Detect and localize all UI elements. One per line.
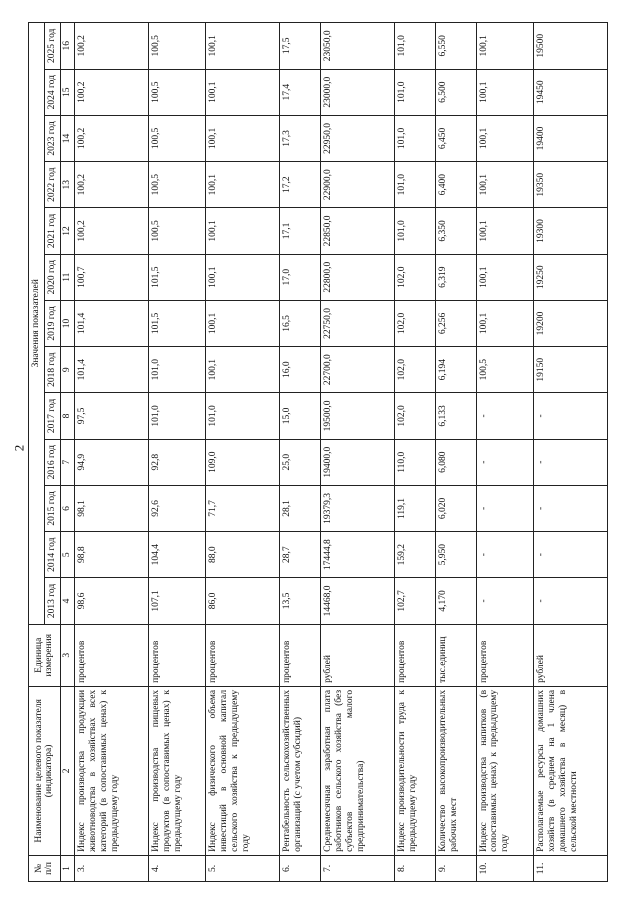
indicator-value: 17,2: [280, 162, 321, 208]
indicator-unit: тыс.единиц: [435, 624, 476, 686]
indicator-value: 100,1: [476, 254, 533, 300]
indicator-value: 101,4: [74, 300, 148, 346]
indicator-name: Количество высокопроизводительных рабочих мест: [435, 686, 476, 855]
indicator-value: 100,1: [206, 162, 280, 208]
indicator-name: Индекс физического объема инвестиций в основной капитал сельского хозяйства к предыдущему году: [206, 686, 280, 855]
indicator-value: 22950,0: [320, 115, 394, 161]
indicator-value: 100,2: [74, 69, 148, 115]
column-number: 1: [60, 855, 74, 881]
indicator-name: Индекс производства напитков (в сопоставимых ценах) к предыдущему году: [476, 686, 533, 855]
indicator-unit: рублей: [533, 624, 607, 686]
indicator-value: 17,3: [280, 115, 321, 161]
indicator-value: 16,5: [280, 300, 321, 346]
header-values-group: Значения показателей: [29, 23, 45, 625]
header-year: 2022 год: [44, 162, 60, 208]
header-year: 2013 год: [44, 578, 60, 624]
table-row: [435, 23, 476, 882]
indicator-value: 71,7: [206, 485, 280, 531]
indicator-value: 19400: [533, 115, 607, 161]
header-year: 2020 год: [44, 254, 60, 300]
indicator-value: 101,0: [394, 115, 435, 161]
header-year: 2019 год: [44, 300, 60, 346]
indicator-value: 23050,0: [320, 23, 394, 70]
indicator-value: 100,2: [74, 162, 148, 208]
indicator-name: Индекс производительности труда к предыдущему году: [394, 686, 435, 855]
indicator-value: 19500: [533, 23, 607, 70]
indicator-value: 100,5: [148, 115, 205, 161]
indicator-value: 6,450: [435, 115, 476, 161]
indicator-value: 100,1: [476, 208, 533, 254]
column-number: 10: [60, 300, 74, 346]
indicator-value: 100,1: [476, 300, 533, 346]
indicator-value: 23000,0: [320, 69, 394, 115]
indicator-value: 100,1: [206, 300, 280, 346]
indicator-value: 100,5: [148, 69, 205, 115]
indicator-value: 100,5: [476, 347, 533, 393]
indicator-value: 100,1: [206, 23, 280, 70]
indicator-value: 17,5: [280, 23, 321, 70]
indicator-value: 100,5: [148, 208, 205, 254]
row-number: 6.: [280, 855, 321, 881]
indicator-value: -: [476, 578, 533, 624]
indicator-value: 100,5: [148, 162, 205, 208]
indicator-value: 6,319: [435, 254, 476, 300]
indicator-value: 4,170: [435, 578, 476, 624]
indicator-value: -: [476, 393, 533, 439]
indicator-value: 101,4: [74, 347, 148, 393]
indicator-value: 100,1: [206, 208, 280, 254]
indicator-value: 101,0: [394, 162, 435, 208]
header-year: 2014 год: [44, 532, 60, 578]
column-number: 16: [60, 23, 74, 70]
indicator-value: 97,5: [74, 393, 148, 439]
indicator-value: 100,5: [148, 23, 205, 70]
indicator-value: -: [533, 578, 607, 624]
column-number: 6: [60, 485, 74, 531]
header-year: 2024 год: [44, 69, 60, 115]
indicator-value: 102,0: [394, 254, 435, 300]
indicator-value: 94,9: [74, 439, 148, 485]
indicator-value: 98,8: [74, 532, 148, 578]
indicator-unit: процентов: [206, 624, 280, 686]
row-number: 5.: [206, 855, 280, 881]
indicator-value: 6,020: [435, 485, 476, 531]
indicator-value: 88,0: [206, 532, 280, 578]
indicator-value: 102,0: [394, 300, 435, 346]
indicator-value: 28,7: [280, 532, 321, 578]
page-number: 2: [11, 444, 27, 452]
indicator-unit: процентов: [280, 624, 321, 686]
indicator-value: 109,0: [206, 439, 280, 485]
indicator-value: 98,1: [74, 485, 148, 531]
indicator-value: 6,256: [435, 300, 476, 346]
indicator-value: 17,4: [280, 69, 321, 115]
indicator-unit: процентов: [394, 624, 435, 686]
indicator-value: 98,6: [74, 578, 148, 624]
column-number: 2: [60, 686, 74, 855]
indicator-value: -: [533, 532, 607, 578]
table-row: [74, 23, 148, 882]
header-unit: Единица измерения: [29, 624, 61, 686]
indicator-unit: процентов: [74, 624, 148, 686]
indicator-value: -: [533, 393, 607, 439]
indicator-value: 13,5: [280, 578, 321, 624]
column-number: 3: [60, 624, 74, 686]
indicator-value: 102,0: [394, 347, 435, 393]
indicator-value: -: [533, 485, 607, 531]
indicator-unit: процентов: [476, 624, 533, 686]
column-number: 8: [60, 393, 74, 439]
indicator-value: 101,5: [148, 300, 205, 346]
indicator-value: 107,1: [148, 578, 205, 624]
table-row: [280, 23, 321, 882]
indicator-value: 15,0: [280, 393, 321, 439]
indicator-name: Индекс производства пищевых продуктов (в сопоставимых ценах) к предыдущему году: [148, 686, 205, 855]
table-row: [533, 23, 607, 882]
table-row: [148, 23, 205, 882]
indicator-value: 100,1: [206, 254, 280, 300]
indicator-value: 19350: [533, 162, 607, 208]
row-number: 3.: [74, 855, 148, 881]
indicator-value: 19200: [533, 300, 607, 346]
indicator-value: -: [476, 485, 533, 531]
header-year: 2016 год: [44, 439, 60, 485]
indicator-value: 22800,0: [320, 254, 394, 300]
indicator-name: Располагаемые ресурсы домашних хозяйств (в среднем на 1 члена домашнего хозяйства в месяц) в сельской местности: [533, 686, 607, 855]
indicator-value: 16,0: [280, 347, 321, 393]
indicator-name: Рентабельность сельскохозяйственных организаций (с учетом субсидий): [280, 686, 321, 855]
indicator-value: 101,0: [394, 23, 435, 70]
header-year: 2018 год: [44, 347, 60, 393]
header-name: Наименование целевого показателя (индикатора): [29, 686, 61, 855]
indicator-value: 110,0: [394, 439, 435, 485]
indicator-value: 25,0: [280, 439, 321, 485]
indicator-value: 17,1: [280, 208, 321, 254]
indicator-value: 100,1: [476, 162, 533, 208]
indicator-value: 102,0: [394, 393, 435, 439]
indicator-value: -: [476, 532, 533, 578]
indicator-value: 6,133: [435, 393, 476, 439]
table-row: [320, 23, 394, 882]
table-row: [476, 23, 533, 882]
indicator-value: 101,0: [206, 393, 280, 439]
indicator-value: 100,1: [206, 69, 280, 115]
indicator-value: 100,1: [206, 115, 280, 161]
header-year: 2015 год: [44, 485, 60, 531]
indicator-value: -: [533, 439, 607, 485]
row-number: 10.: [476, 855, 533, 881]
indicator-value: 17444,8: [320, 532, 394, 578]
indicator-unit: процентов: [148, 624, 205, 686]
column-number: 13: [60, 162, 74, 208]
indicator-value: 22750,0: [320, 300, 394, 346]
header-year: 2023 год: [44, 115, 60, 161]
document-page: [28, 22, 608, 882]
indicator-value: 6,400: [435, 162, 476, 208]
column-number: 11: [60, 254, 74, 300]
indicator-value: 22900,0: [320, 162, 394, 208]
indicator-value: 6,550: [435, 23, 476, 70]
indicator-value: 19400,0: [320, 439, 394, 485]
indicator-value: 100,1: [206, 347, 280, 393]
indicator-value: 104,4: [148, 532, 205, 578]
column-number: 4: [60, 578, 74, 624]
indicator-value: 92,6: [148, 485, 205, 531]
indicator-value: -: [476, 439, 533, 485]
table-row: [394, 23, 435, 882]
indicator-value: 19379,3: [320, 485, 394, 531]
indicator-value: 100,2: [74, 208, 148, 254]
indicator-value: 100,1: [476, 115, 533, 161]
indicator-value: 119,1: [394, 485, 435, 531]
table-row: [206, 23, 280, 882]
indicator-value: 92,8: [148, 439, 205, 485]
indicator-value: 101,0: [394, 69, 435, 115]
row-number: 4.: [148, 855, 205, 881]
indicator-value: 19150: [533, 347, 607, 393]
column-number: 12: [60, 208, 74, 254]
indicator-value: 100,1: [476, 69, 533, 115]
header-year: 2017 год: [44, 393, 60, 439]
indicator-value: 6,350: [435, 208, 476, 254]
indicator-value: 19300: [533, 208, 607, 254]
indicator-value: 101,0: [394, 208, 435, 254]
indicators-table: [28, 22, 608, 882]
indicator-value: 86,0: [206, 578, 280, 624]
indicator-value: 101,0: [148, 393, 205, 439]
row-number: 9.: [435, 855, 476, 881]
indicator-value: 100,1: [476, 23, 533, 70]
header-year: 2025 год: [44, 23, 60, 70]
indicator-value: 19500,0: [320, 393, 394, 439]
indicator-value: 6,500: [435, 69, 476, 115]
indicator-value: 100,2: [74, 115, 148, 161]
indicator-name: Индекс производства продукции животноводства в хозяйствах всех категорий (в сопоставимых ценах) к предыдущему году: [74, 686, 148, 855]
column-number: 7: [60, 439, 74, 485]
indicator-value: 101,0: [148, 347, 205, 393]
indicator-value: 101,5: [148, 254, 205, 300]
indicator-value: 6,194: [435, 347, 476, 393]
row-number: 11.: [533, 855, 607, 881]
row-number: 7.: [320, 855, 394, 881]
indicator-value: 100,7: [74, 254, 148, 300]
indicator-name: Среднемесячная заработная плата работников сельского хозяйства (без субъектов малого предпринимательства): [320, 686, 394, 855]
indicator-value: 5,950: [435, 532, 476, 578]
indicator-value: 19250: [533, 254, 607, 300]
indicator-value: 102,7: [394, 578, 435, 624]
row-number: 8.: [394, 855, 435, 881]
indicator-unit: рублей: [320, 624, 394, 686]
column-number: 5: [60, 532, 74, 578]
indicator-value: 22700,0: [320, 347, 394, 393]
indicator-value: 159,2: [394, 532, 435, 578]
column-number: 15: [60, 69, 74, 115]
indicator-value: 22850,0: [320, 208, 394, 254]
header-year: 2021 год: [44, 208, 60, 254]
column-number: 9: [60, 347, 74, 393]
indicator-value: 28,1: [280, 485, 321, 531]
indicator-value: 17,0: [280, 254, 321, 300]
indicator-value: 100,2: [74, 23, 148, 70]
indicator-value: 6,080: [435, 439, 476, 485]
indicator-value: 19450: [533, 69, 607, 115]
header-no: № п/п: [29, 855, 61, 881]
indicator-value: 14468,0: [320, 578, 394, 624]
column-number: 14: [60, 115, 74, 161]
